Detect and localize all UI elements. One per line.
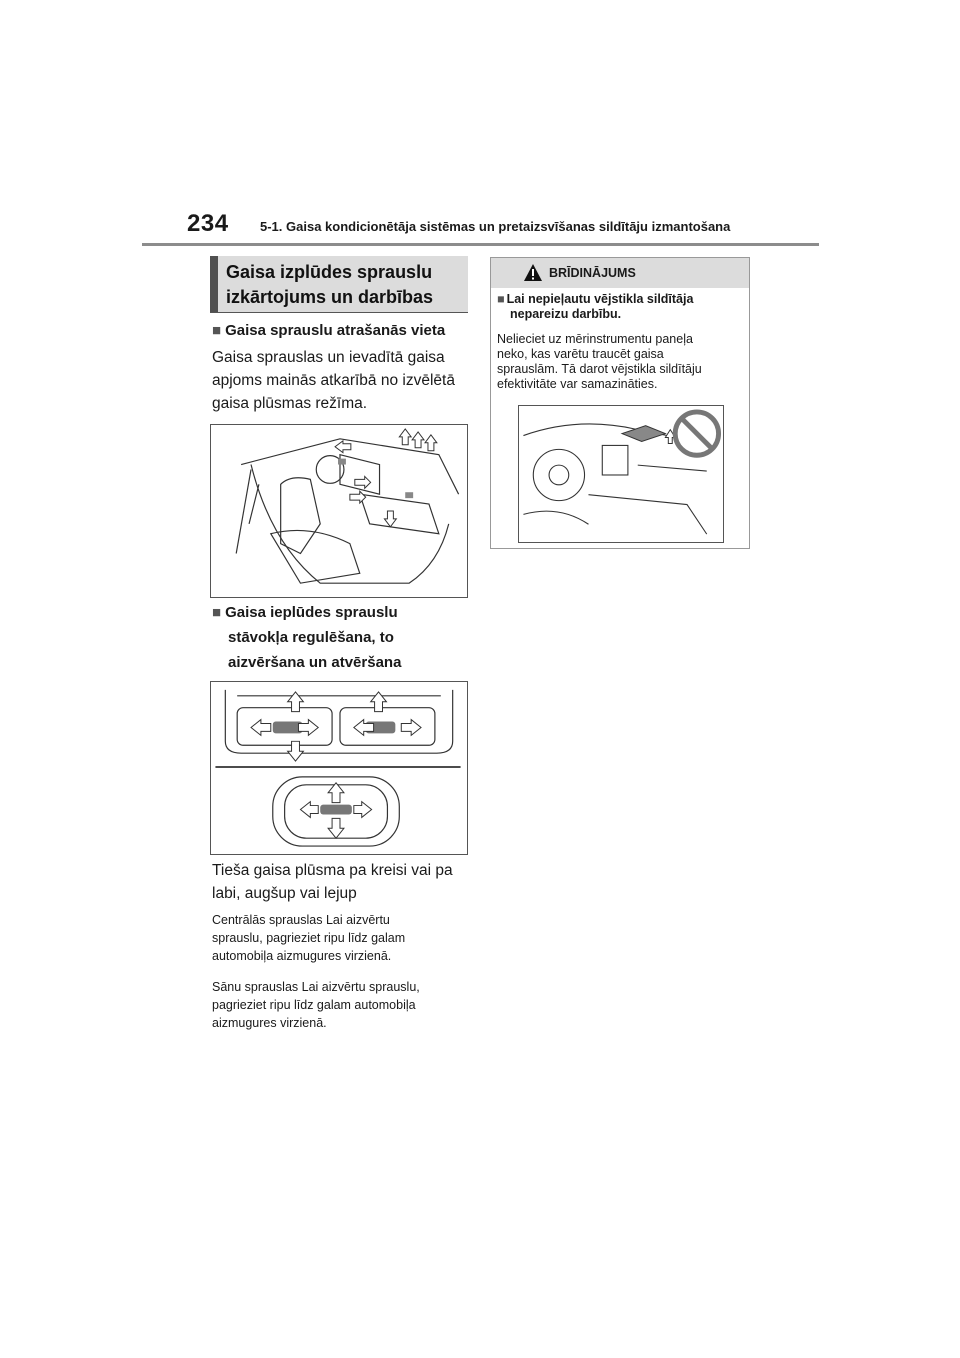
text-line: nepareizu darbību. xyxy=(510,307,622,321)
warning-box xyxy=(490,257,750,549)
text-line: sprauslām. Tā darot vējstikla sildītāju xyxy=(497,362,702,376)
text-line: neko, kas varētu traucēt gaisa xyxy=(497,347,664,361)
text-line: labi, augšup vai lejup xyxy=(212,885,357,902)
text-line: aizmugures virzienā. xyxy=(212,1016,327,1030)
bullet-square-icon: ■ xyxy=(212,322,222,339)
text-line: Sānu sprauslas Lai aizvērtu sprauslu, xyxy=(212,980,420,994)
warning-figure xyxy=(518,405,724,543)
vent-location-heading xyxy=(212,318,445,343)
vent-location-text xyxy=(212,346,470,415)
bullet-square-icon: ■ xyxy=(212,604,222,621)
car-interior-illustration xyxy=(211,425,467,597)
section-title-line1: Gaisa izplūdes sprauslu xyxy=(226,262,433,282)
heading-line: Gaisa ieplūdes sprauslu xyxy=(225,604,398,621)
vent-adjust-figure xyxy=(210,681,468,855)
chapter-title: 5-1. Gaisa kondicionētāja sistēmas un pretaizsvīšanas sildītāju izmantošana xyxy=(260,219,731,234)
center-vent-note xyxy=(212,911,472,965)
warning-triangle-icon xyxy=(523,263,543,282)
heading-line: aizvēršana un atvēršana xyxy=(228,654,402,671)
page-number: 234 xyxy=(187,210,229,237)
text-line: Gaisa sprauslas un ievadītā gaisa xyxy=(212,349,445,366)
vent-adjust-heading xyxy=(212,600,401,675)
vent-adjust-illustration xyxy=(211,682,467,854)
text-line: Lai nepieļautu vējstikla sildītāja xyxy=(506,292,694,306)
text-line: Tieša gaisa plūsma pa kreisi vai pa xyxy=(212,862,453,879)
text-line: sprauslu, pagrieziet ripu līdz galam xyxy=(212,931,406,945)
text-line: apjoms mainās atkarībā no izvēlētā xyxy=(212,372,455,389)
bullet-square-icon: ■ xyxy=(497,292,505,306)
heading-line: stāvokļa regulēšana, to xyxy=(228,629,394,646)
vent-adjust-text xyxy=(212,859,470,905)
text-line: efektivitāte var samazināties. xyxy=(497,377,658,391)
dashboard-obstruction-illustration xyxy=(519,406,723,542)
car-interior-figure xyxy=(210,424,468,598)
text-line: automobiļa aizmugures virzienā. xyxy=(212,949,392,963)
side-vent-note xyxy=(212,978,472,1032)
header-rule xyxy=(142,243,819,246)
vent-location-heading-text: Gaisa sprauslu atrašanās vieta xyxy=(225,322,446,339)
section-title-line2: izkārtojums un darbības xyxy=(226,287,434,307)
warning-body xyxy=(497,332,745,392)
warning-subheading xyxy=(497,292,745,322)
text-line: pagrieziet ripu līdz galam automobiļa xyxy=(212,998,416,1012)
text-line: Nelieciet uz mērinstrumentu paneļa xyxy=(497,332,693,346)
text-line: gaisa plūsmas režīma. xyxy=(212,395,368,412)
section-underline xyxy=(210,312,468,313)
text-line: Centrālās sprauslas Lai aizvērtu xyxy=(212,913,390,927)
section-title-box xyxy=(210,256,468,312)
warning-title: BRĪDINĀJUMS xyxy=(549,266,636,280)
warning-header xyxy=(491,258,749,288)
